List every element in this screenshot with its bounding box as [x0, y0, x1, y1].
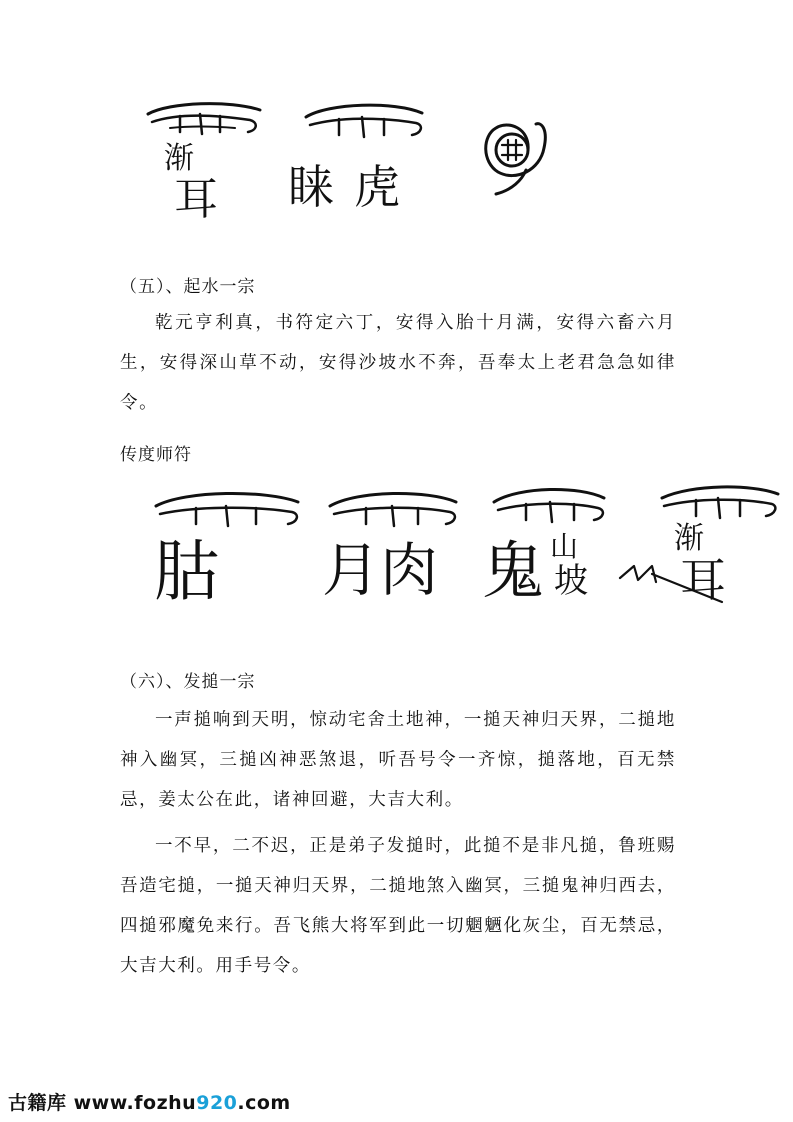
talisman-char: 睐 — [288, 160, 334, 214]
footer-watermark — [8, 1088, 291, 1115]
talisman-char: 耳 — [174, 174, 218, 222]
section5-label: 传度师符 — [120, 445, 192, 465]
section6-paragraph-2: 一不早，二不迟，正是弟子发搥时，此搥不是非凡搥，鲁班赐吾造宅搥，一搥天神归天界，二搥地煞入幽冥，三搥鬼神归西去，四搥邪魔免来行。吾飞熊大将军到此一切魍魉化灰尘，百无禁忌，大吉大利。用手号令。 — [120, 836, 676, 976]
talisman-char: 𦙶 — [154, 533, 220, 606]
talisman-rain-ghost-mountain — [480, 480, 630, 610]
talisman-char: 虎 — [354, 160, 400, 214]
talisman-char: 山 — [550, 530, 579, 563]
footer-site-number: 920 — [196, 1092, 238, 1114]
talisman-char: 耳 — [680, 553, 726, 607]
footer-site-suffix: .com — [237, 1092, 291, 1114]
section6-heading: （六）、发搥一宗 — [120, 672, 256, 692]
talisman-rain-gui — [146, 484, 306, 606]
talisman-char: 坡 — [554, 561, 588, 601]
talisman-char: 月 — [322, 536, 381, 604]
talisman-char: 鬼 — [482, 534, 545, 607]
talisman-rain-tiger — [284, 95, 434, 220]
section5-paragraph: 乾元亨利真，书符定六丁，安得入胎十月满，安得六畜六月生，安得深山草不动，安得沙坡水不奔，吾奉太上老君急急如律令。 — [120, 313, 676, 413]
talisman-circle-seal — [478, 118, 558, 203]
talisman-char: 渐 — [164, 141, 194, 176]
talisman-char: 渐 — [674, 521, 704, 556]
footer-site-name: 古籍库 www.fozhu — [8, 1092, 197, 1114]
talisman-rain-rou — [318, 484, 463, 606]
talisman-rain-ear-2 — [612, 478, 782, 610]
section5-heading: （五）、起水一宗 — [120, 277, 256, 297]
talisman-char: 肉 — [380, 536, 439, 604]
section6-paragraph-1: 一声搥响到天明，惊动宅舍土地神，一搥天神归天界，二搥地神入幽冥，三搥凶神恶煞退，听吾号令一齐惊，搥落地，百无禁忌，姜太公在此，诸神回避，大吉大利。 — [120, 710, 676, 810]
talisman-rain-ear — [140, 92, 270, 222]
